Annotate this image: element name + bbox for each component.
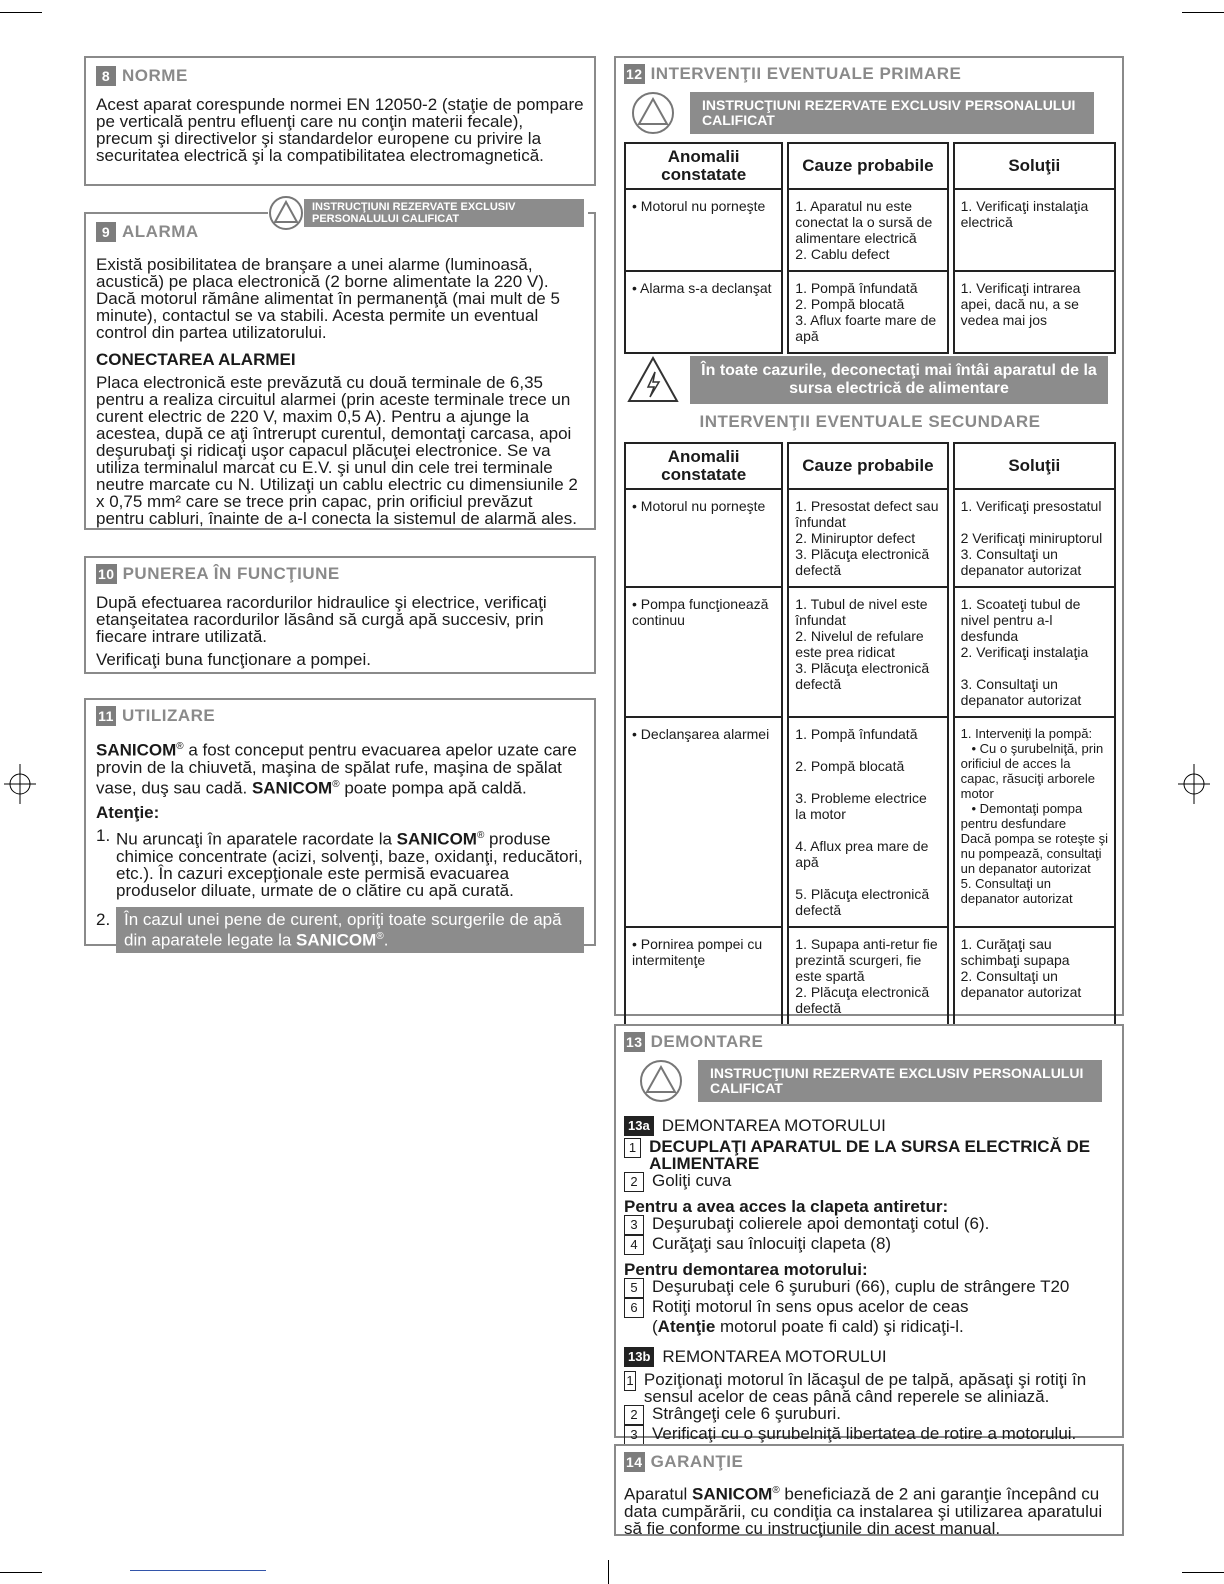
list-item [624, 1235, 1114, 1255]
warning-banner: INSTRUCŢIUNI REZERVATE EXCLUSIV PERSONALULUI CALIFICAT [698, 1060, 1102, 1102]
list-number: 1. [96, 826, 111, 846]
body-text: Aparatul [624, 1484, 693, 1504]
subsection-header [624, 1347, 1114, 1367]
section-body: Acest aparat corespunde normei EN 12050-2 (staţie de pompare pe verticală pentru efluenţi care nu conţin materii fecale), precum şi directivelor şi standardelor europene cu privire la securitatea electrică şi la compatibilitatea electromagnetică. [96, 95, 584, 165]
list-text [116, 827, 584, 899]
anomaly-cell: • Motorul nu porneşte [624, 190, 783, 272]
primary-table [620, 142, 1120, 354]
table-row [624, 490, 1116, 588]
step-text: Verificaţi cu o şurubelniţă libertatea de rotire a motorului. [652, 1424, 1077, 1443]
section-punere [84, 556, 596, 674]
registration-mark-left [2, 764, 38, 804]
subsection-header [624, 1116, 1114, 1136]
list-item [624, 1138, 1114, 1172]
cause-cell: 1. Supapa anti-retur fie prezintă scurgeri, fie este spartă 2. Plăcuţa electronică defectă [787, 928, 948, 1034]
step-list [624, 1138, 1114, 1192]
registered-mark: ® [772, 1485, 780, 1496]
warning-triangle-icon [268, 195, 304, 231]
alarm-warning [268, 196, 588, 230]
list-item [624, 1298, 1114, 1318]
list-item [624, 1405, 1114, 1425]
table-header: Cauze probabile [787, 442, 948, 490]
table-row [624, 928, 1116, 1034]
qualified-warning [638, 1058, 1114, 1104]
list-item [624, 1425, 1114, 1445]
cause-cell: 1. Aparatul nu este conectat la o sursă de alimentare electrică 2. Cablu defect [787, 190, 948, 272]
warning-triangle-icon [638, 1058, 684, 1104]
body-text: beneficiază de 2 ani garanţie începând cu data cumpărării, cu condiţia ca instalarea şi utilizarea aparatului să fie conforme cu instrucţiunile din acest manual. [624, 1484, 1103, 1538]
step-number: 3 [624, 1215, 644, 1235]
warning-triangle-icon [630, 90, 676, 136]
crop-mark [0, 12, 42, 13]
anomaly-cell: • Motorul nu porneşte [624, 490, 783, 588]
solution-cell: 1. Verificaţi presostatul 2 Verificaţi miniruptorul 3. Consultaţi un depanator autorizat [953, 490, 1116, 588]
section-body-2: Placa electronică este prevăzută cu două terminale de 6,35 pentru a realiza circuitul alarmei (prin aceste terminale trece un curent electric de 220 V, maxim 0,5 A). Pentru a ajunge la acestea, după ce aţi întrerupt curentul, demontaţi carcasa, apoi deşurubaţi şi ridicaţi uşor capacul plăcuţei electronice. Se va utiliza terminalul marcat cu E.V. şi unul din cele trei terminale neutre marcate cu N. Utilizaţi un cablu electric cu dimensiunile 2 x 0,75 mm² care se trece prin capac, prin orificiul prevăzut pentru cabluri, înainte de a-l conecta la sistemul de alarmă ales. [96, 373, 578, 528]
highlight-box [116, 907, 584, 953]
registered-mark: ® [176, 741, 184, 752]
table-row [624, 718, 1116, 928]
body-text: a fost conceput pentru evacuarea apelor uzate care provin de la chiuvetă, maşina de spălat rufe, maşina de spălat vase, duş sau cadă. [96, 740, 577, 798]
secondary-table [620, 442, 1120, 1034]
subsection-tag: 13a [624, 1116, 654, 1136]
step-note [624, 1318, 1114, 1335]
section-number: 10 [98, 566, 115, 582]
table-header: Soluţii [953, 142, 1116, 190]
attention-label: Atenţie: [96, 803, 160, 823]
section-title: PUNEREA ÎN FUNCŢIUNE [122, 564, 340, 583]
section-alarma [84, 212, 596, 530]
subsection-title: REMONTAREA MOTORULUI [662, 1347, 887, 1366]
section-title: INTERVENŢII EVENTUALE PRIMARE [650, 64, 962, 83]
table-header: Cauze probabile [787, 142, 948, 190]
qualified-warning [630, 90, 1114, 136]
body-text: Nu aruncaţi în aparatele racordate la [116, 829, 397, 849]
section-subtitle: CONECTAREA ALARMEI [96, 350, 296, 369]
body-text: . [383, 930, 389, 950]
footer-line [130, 1570, 266, 1571]
registered-mark: ® [332, 778, 340, 790]
step-text: Strângeţi cele 6 şuruburi. [652, 1404, 841, 1423]
attention-word: Atenţie [657, 1317, 716, 1336]
anomaly-cell: • Declanşarea alarmei [624, 718, 783, 928]
section-body [624, 1482, 1114, 1537]
section-header [624, 64, 1114, 84]
section-title: DEMONTARE [650, 1032, 764, 1051]
danger-banner: În toate cazurile, deconectaţi mai întâi aparatul de la sursa electrică de alimentare [690, 356, 1108, 404]
solution-cell: 1. Scoateţi tubul de nivel pentru a-l desfunda 2. Verificaţi instalaţia 3. Consultaţi un depanator autorizat [953, 588, 1116, 718]
step-text: Deşurubaţi cele 6 şuruburi (66), cuplu de strângere T20 [652, 1277, 1070, 1296]
body-text: produse chimice concentrate (acizi, solvenţi, baze, oxidanţi, reducători, etc.). În cazuri excepţionale este permisă evacuarea produselor diluate, urmate de o clătire cu apă curată. [116, 829, 583, 900]
table-header: Anomalii constatate [624, 142, 783, 190]
step-text: DECUPLAŢI APARATUL DE LA SURSA ELECTRICĂ DE ALIMENTARE [649, 1137, 1091, 1173]
section-number: 14 [626, 1454, 643, 1470]
step-number: 4 [624, 1235, 644, 1255]
step-number: 2 [624, 1405, 644, 1425]
list-item [624, 1172, 1114, 1192]
section-body: Există posibilitatea de branşare a unei alarme (luminoasă, acustică) pe placa electronică (2 borne alimentate la 220 V). Dacă motorul rămâne alimentat în permanenţă (mai mult de 5 minute), contactul se va stabili. Acesta permite un eventual control din partea utilizatorului. [96, 255, 560, 342]
step-text: Poziţionaţi motorul în lăcaşul de pe talpă, apăsaţi şi rotiţi în sensul acelor de ceas până când reperele se aliniază. [643, 1370, 1087, 1406]
brand-name: SANICOM [692, 1484, 773, 1504]
body-text: poate pompa apă caldă. [339, 778, 527, 798]
solution-cell: 1. Verificaţi intrarea apei, dacă nu, a se vedea mai jos [953, 272, 1116, 354]
list-item [624, 1278, 1114, 1298]
subsection-title: DEMONTAREA MOTORULUI [661, 1116, 886, 1135]
step-number: 6 [624, 1298, 644, 1318]
list-text [124, 911, 576, 949]
section-title: GARANŢIE [650, 1452, 744, 1471]
crop-mark [608, 1560, 609, 1584]
list-item [624, 1215, 1114, 1235]
section-utilizare [84, 698, 596, 950]
section-demontare [614, 1024, 1124, 1443]
step-text: Curăţaţi sau înlocuiţi clapeta (8) [652, 1234, 892, 1253]
section-header [96, 564, 584, 584]
registered-mark: ® [476, 830, 485, 842]
crop-mark [1182, 1572, 1224, 1573]
step-number: 3 [624, 1425, 644, 1445]
step-number: 1 [624, 1138, 641, 1158]
section-header [624, 1032, 1114, 1052]
step-text: Rotiţi motorul în sens opus acelor de ceas [652, 1297, 969, 1316]
section-number: 12 [626, 66, 643, 82]
section-number: 8 [96, 66, 116, 86]
brand-name: SANICOM [296, 930, 377, 950]
section-number: 13 [626, 1034, 643, 1050]
brand-name: SANICOM [396, 829, 477, 849]
solution-cell: 1. Curăţaţi sau schimbaţi supapa 2. Consultaţi un depanator autorizat [953, 928, 1116, 1034]
anomaly-cell: • Pompa funcţionează continuu [624, 588, 783, 718]
table-row [624, 588, 1116, 718]
crop-mark [0, 1572, 42, 1573]
section-title: UTILIZARE [122, 706, 216, 725]
subsection-tag: 13b [624, 1347, 654, 1367]
list-item [624, 1371, 1114, 1405]
section-header [624, 1452, 1114, 1472]
section-body-2: Verificaţi buna funcţionare a pompei. [96, 650, 372, 669]
section-garantie [614, 1444, 1124, 1536]
section-header [96, 706, 584, 726]
cause-cell: 1. Pompă înfundată 2. Pompă blocată 3. Probleme electrice la motor 4. Aflux prea mare de apă 5. Plăcuţa electronică defectă [787, 718, 948, 928]
crop-mark [1182, 12, 1224, 13]
body-text: motorul poate fi cald) şi ridicaţi-l. [715, 1317, 964, 1336]
brand-name: SANICOM [251, 778, 333, 798]
table-header: Soluţii [953, 442, 1116, 490]
registration-mark-right [1176, 764, 1212, 804]
anomaly-cell: • Pornirea pompei cu intermitenţe [624, 928, 783, 1034]
step-group-title: Pentru a avea acces la clapeta antiretur: [624, 1197, 949, 1216]
table-row [624, 272, 1116, 354]
section-body: După efectuarea racordurilor hidraulice şi electrice, verificaţi etanşeitatea racordurilor lăsând să curgă apă succesiv, prin fiecare intrare utilizată. [96, 593, 547, 646]
step-text: Deşurubaţi colierele apoi demontaţi cotul (6). [652, 1214, 990, 1233]
warning-banner: INSTRUCŢIUNI REZERVATE EXCLUSIV PERSONALULUI CALIFICAT [304, 199, 584, 227]
section-title: ALARMA [122, 222, 199, 241]
list-item [96, 827, 584, 899]
section-number: 9 [96, 222, 116, 242]
cause-cell: 1. Presostat defect sau înfundat 2. Miniruptor defect 3. Plăcuţa electronică defectă [787, 490, 948, 588]
section-title: NORME [122, 66, 188, 85]
list-item [96, 907, 584, 953]
section-norme [84, 56, 596, 186]
list-number: 2. [96, 909, 111, 929]
body-text: ( [652, 1317, 658, 1336]
step-number: 2 [624, 1172, 644, 1192]
cause-cell: 1. Pompă înfundată 2. Pompă blocată 3. Aflux foarte mare de apă [787, 272, 948, 354]
danger-warning [626, 354, 1110, 406]
step-number: 1 [624, 1371, 636, 1391]
body-text: În cazul unei pene de curent, opriţi toate scurgerile de apă din aparatele legate la [124, 909, 562, 950]
section-body [96, 738, 584, 796]
section-header [96, 66, 584, 86]
step-number: 5 [624, 1278, 644, 1298]
electric-hazard-icon [626, 355, 680, 405]
step-group-title: Pentru demontarea motorului: [624, 1260, 868, 1279]
solution-cell: 1. Verificaţi instalaţia electrică [953, 190, 1116, 272]
table-header: Anomalii constatate [624, 442, 783, 490]
cause-cell: 1. Tubul de nivel este înfundat 2. Nivelul de refulare este prea ridicat 3. Plăcuţa electronică defectă [787, 588, 948, 718]
table-row [624, 190, 1116, 272]
solution-cell: 1. Interveniţi la pompă: • Cu o şurubelniţă, prin orificiul de acces la capac, răsuciţi arborele motor • Demontaţi pompa pentru desfundare Dacă pompa se roteşte şi nu pompează, consultaţi un depanator autorizat 5. Consultaţi un depanator autorizat [953, 718, 1116, 928]
secondary-title: INTERVENŢII EVENTUALE SECUNDARE [699, 412, 1041, 431]
anomaly-cell: • Alarma s-a declanşat [624, 272, 783, 354]
section-number: 11 [96, 706, 116, 726]
brand-name: SANICOM [96, 740, 177, 760]
step-text: Goliţi cuva [652, 1171, 732, 1190]
warning-banner: INSTRUCŢIUNI REZERVATE EXCLUSIV PERSONALULUI CALIFICAT [690, 92, 1094, 134]
registered-mark: ® [376, 930, 384, 942]
